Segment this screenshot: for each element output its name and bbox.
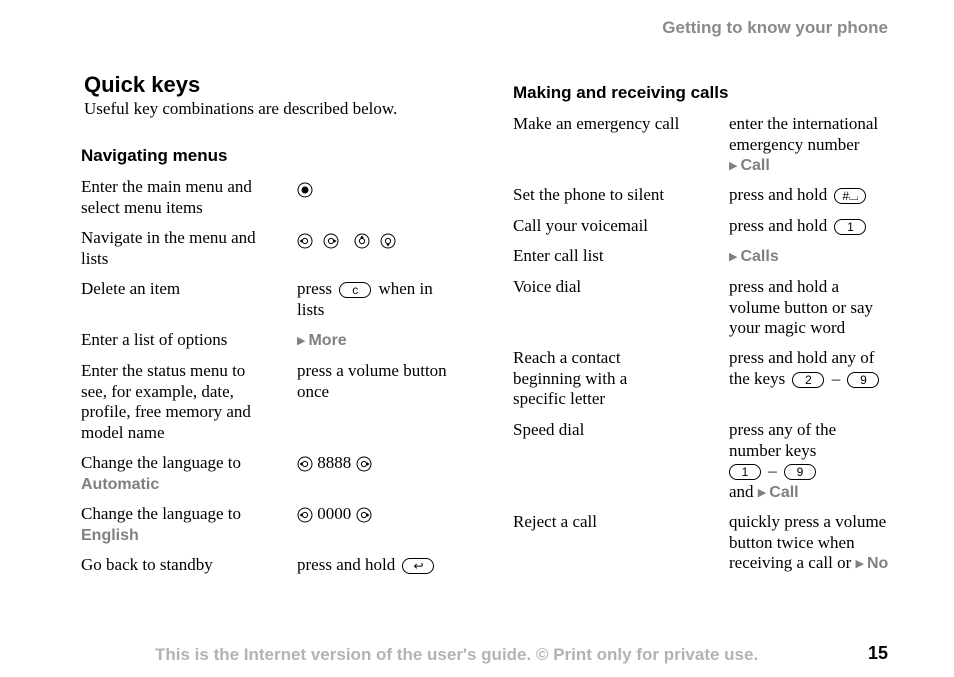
action-text: press and hold (297, 555, 396, 574)
row-action (729, 420, 889, 504)
menu-item-ref: Call (740, 157, 770, 174)
row-action (297, 279, 462, 320)
key-code: 0000 (317, 504, 352, 523)
row-action (729, 246, 779, 269)
row-label: Call your voicemail (513, 216, 649, 235)
action-text: quickly press a volume button twice when receiving a call or (729, 512, 887, 572)
one-key-icon: 1 (729, 464, 761, 480)
menu-arrow-icon: ▶ (729, 160, 738, 172)
nav-right-icon (356, 507, 372, 523)
row-label: Reach a contact beginning with a specific letter (513, 348, 628, 408)
row-action (297, 179, 313, 200)
menu-arrow-icon: ▶ (757, 486, 767, 499)
action-text: and (729, 481, 754, 501)
action-text: press (297, 279, 332, 298)
row-label: Make an emergency call (513, 114, 680, 133)
nav-up-icon (354, 233, 370, 249)
menu-arrow-icon: ▶ (297, 335, 306, 347)
row-action (297, 453, 372, 474)
row-action (729, 185, 869, 206)
action-text: press and hold (729, 185, 828, 204)
action-text: enter the international emergency number (729, 114, 879, 154)
action-text: press any of the number keys (729, 420, 837, 460)
row-action (729, 512, 894, 576)
key-code: 8888 (317, 453, 352, 472)
row-label: Enter the status menu to see, for example, date, profile, free memory and model name (81, 361, 251, 442)
two-key-icon: 2 (792, 372, 824, 388)
nav-center-icon (297, 182, 313, 198)
hash-key-icon: #⌴ (834, 188, 866, 204)
menu-item-ref: Call (769, 483, 799, 501)
one-key-icon: 1 (834, 219, 866, 235)
dash: – (768, 461, 777, 480)
row-label: Enter a list of options (81, 330, 228, 349)
row-label: Reject a call (513, 512, 598, 531)
row-label: Enter the main menu and select menu items (81, 177, 252, 217)
menu-arrow-icon: ▶ (729, 251, 738, 263)
nav-left-icon (297, 507, 313, 523)
row-label: Navigate in the menu and lists (81, 228, 256, 268)
row-label: Delete an item (81, 279, 181, 298)
row-label (81, 504, 266, 546)
menu-arrow-icon: ▶ (855, 558, 864, 570)
running-header: Getting to know your phone (662, 18, 888, 37)
row-action (729, 216, 869, 237)
back-key-icon: ↩ (402, 558, 434, 574)
navigating-menus-heading: Navigating menus (81, 146, 228, 165)
menu-item-ref: Automatic (81, 475, 160, 493)
page-number: 15 (867, 643, 888, 663)
row-action (297, 330, 347, 353)
row-label: Set the phone to silent (513, 185, 665, 204)
nav-right-icon (323, 233, 339, 249)
footer-notice: This is the Internet version of the user's guide. © Print only for private use. (155, 645, 759, 664)
row-action (297, 504, 372, 525)
calls-heading: Making and receiving calls (513, 83, 729, 102)
nine-key-icon: 9 (784, 464, 816, 480)
menu-item-ref: No (866, 555, 889, 572)
row-label: Enter call list (513, 246, 604, 265)
nav-right-icon (356, 456, 372, 472)
row-action: press and hold a volume button or say your magic word (729, 277, 874, 337)
menu-item-ref: Calls (740, 248, 779, 265)
nine-key-icon: 9 (847, 372, 879, 388)
row-action (297, 230, 396, 251)
intro-text: Useful key combinations are described below. (84, 99, 398, 118)
dash: – (831, 368, 841, 388)
nav-left-icon (297, 456, 313, 472)
label-text: Change the language to (81, 453, 242, 472)
row-label: Go back to standby (81, 555, 213, 574)
row-label: Speed dial (513, 420, 585, 439)
action-text: when in lists (297, 279, 433, 319)
label-text: Change the language to (81, 504, 242, 523)
nav-down-icon (380, 233, 396, 249)
action-text: press and hold any of the keys (729, 348, 875, 388)
row-action (729, 114, 904, 178)
row-action (297, 555, 437, 576)
row-label (81, 453, 266, 495)
nav-left-icon (297, 233, 313, 249)
page-title: Quick keys (84, 72, 201, 97)
menu-item-ref: More (308, 332, 347, 349)
row-action (729, 348, 899, 389)
clear-key-icon: c (339, 282, 371, 298)
action-text: press and hold (729, 216, 828, 235)
row-label: Voice dial (513, 277, 582, 296)
menu-item-ref: English (81, 526, 139, 544)
row-action: press a volume button once (297, 361, 447, 401)
